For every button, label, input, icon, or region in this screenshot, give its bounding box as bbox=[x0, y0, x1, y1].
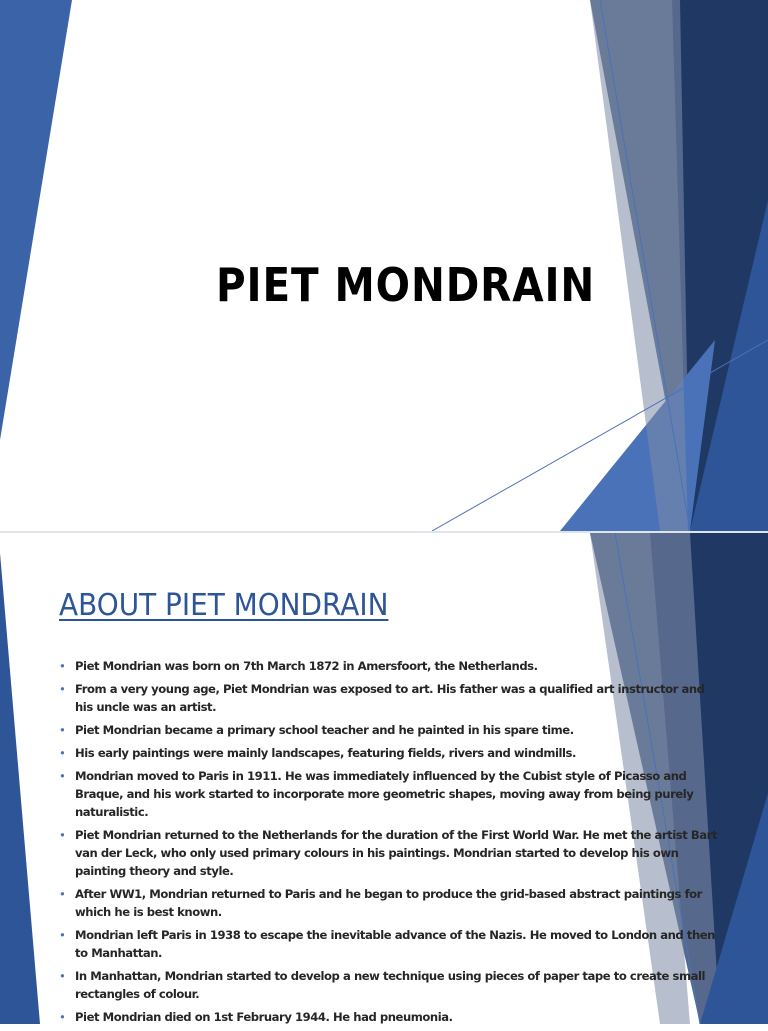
list-item bbox=[58, 721, 718, 739]
bullet-icon: • bbox=[59, 659, 66, 673]
list-item bbox=[58, 1008, 718, 1026]
bullet-text: After WW1, Mondrian returned to Paris and he began to produce the grid-based abstract paintings for which he is best known. bbox=[75, 887, 702, 919]
bullet-text: Piet Mondrian returned to the Netherlands for the duration of the First World War. He met the artist Bart van der Leck, who only used primary colours in his paintings. Mondrian started to develop his own painting theory and style. bbox=[75, 828, 718, 878]
bullet-list bbox=[58, 657, 718, 1031]
list-item bbox=[58, 826, 718, 880]
bullet-text: In Manhattan, Mondrian started to develop a new technique using pieces of paper tape to create small rectangles of colour. bbox=[75, 969, 706, 1001]
bullet-text: Piet Mondrian became a primary school teacher and he painted in his spare time. bbox=[75, 723, 574, 737]
bullet-text: From a very young age, Piet Mondrian was exposed to art. His father was a qualified art instructor and his uncle was an artist. bbox=[75, 682, 705, 714]
bullet-icon: • bbox=[59, 746, 66, 760]
list-item bbox=[58, 967, 718, 1003]
bullet-icon: • bbox=[59, 723, 66, 737]
list-item bbox=[58, 926, 718, 962]
list-item bbox=[58, 657, 718, 675]
bullet-text: His early paintings were mainly landscapes, featuring fields, rivers and windmills. bbox=[75, 746, 576, 760]
bullet-icon: • bbox=[59, 682, 66, 696]
bullet-icon: • bbox=[59, 928, 66, 942]
bullet-text: Mondrian left Paris in 1938 to escape the inevitable advance of the Nazis. He moved to London and then to Manhattan. bbox=[75, 928, 715, 960]
bullet-icon: • bbox=[59, 969, 66, 983]
slide-title: PIET MONDRAIN bbox=[216, 258, 596, 312]
list-item bbox=[58, 680, 718, 716]
left-accent-shape bbox=[0, 0, 72, 440]
bullet-icon: • bbox=[59, 1010, 66, 1024]
bullet-icon: • bbox=[59, 828, 66, 842]
bullet-text: Piet Mondrian died on 1st February 1944. He had pneumonia. bbox=[75, 1010, 453, 1024]
list-item bbox=[58, 885, 718, 921]
slide-heading: ABOUT PIET MONDRAIN bbox=[59, 588, 389, 623]
list-item bbox=[58, 767, 718, 821]
list-item bbox=[58, 744, 718, 762]
bullet-text: Piet Mondrian was born on 7th March 1872 in Amersfoort, the Netherlands. bbox=[75, 659, 538, 673]
bullet-icon: • bbox=[59, 887, 66, 901]
bullet-text: Mondrian moved to Paris in 1911. He was immediately influenced by the Cubist style of Picasso and Braque, and his work started to incorporate more geometric shapes, moving away from being purely naturalistic. bbox=[75, 769, 694, 819]
bullet-icon: • bbox=[59, 769, 66, 783]
